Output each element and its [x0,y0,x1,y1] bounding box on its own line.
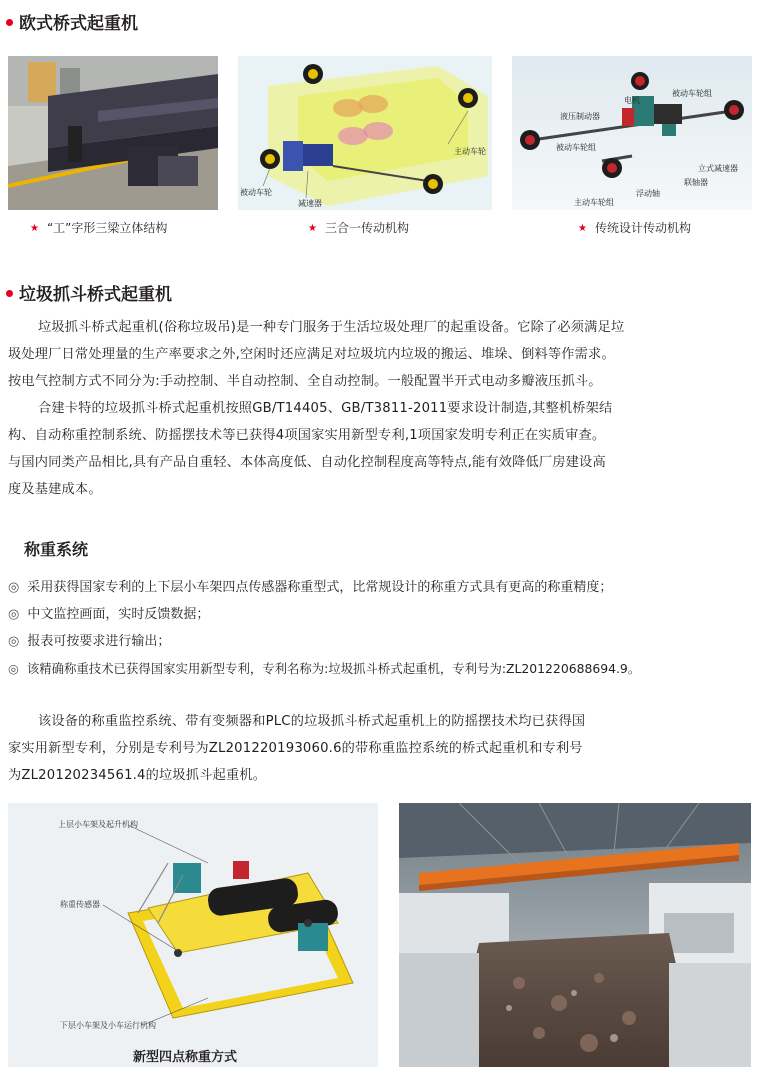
plant-interior-illustration [399,803,751,1067]
star-icon: ★ [30,223,39,234]
three-in-one-illustration [238,56,492,210]
paragraph-line: 构、自动称重控制系统、防摇摆技术等已获得4项国家实用新型专利,1项国家发明专利正在实质审查。 [8,428,606,443]
paragraph-line: 家实用新型专利，分别是专利号为ZL201220193060.6的带称重监控系统的桥式起重机和专利号 [8,741,583,756]
bullet-dot [6,290,13,297]
label-driven-wheel-group-top: 被动车轮组 [672,89,712,98]
subsection-title-weighing: 称重系统 [24,540,89,559]
label-floating-shaft: 浮动轴 [636,189,660,198]
star-icon: ★ [578,223,587,234]
label-drive-wheel-group: 主动车轮组 [574,198,614,207]
label-weighing-sensor: 称重传感器 [60,900,100,909]
paragraph-line: 圾处理厂日常处理量的生产率要求之外,空闲时还应满足对垃圾坑内垃圾的搬运、堆垛、倒料等作需求。 [8,347,615,362]
paragraph-line: 该设备的称重监控系统、带有变频器和PLC的垃圾抓斗桥式起重机上的防摇摆技术均已获得国 [38,714,586,729]
diagram-four-point-weighing [8,803,378,1067]
label-coupling: 联轴器 [684,178,708,187]
section-title-european-crane: 欧式桥式起重机 [6,9,138,34]
photo-traditional-drive [512,56,752,210]
paragraph-line: 为ZL20120234561.4的垃圾抓斗起重机。 [8,768,267,783]
paragraph-line: 与国内同类产品相比,具有产品自重轻、本体高度低、自动化控制程度高等特点,能有效降低厂房建设高 [8,455,606,470]
label-motor: 电机 [624,96,640,105]
weighing-bullet-list [8,574,640,682]
traditional-drive-illustration [512,56,752,210]
circle-bullet-icon: ◎ [8,580,20,595]
label-upper-trolley: 上层小车架及起升机构 [58,820,138,829]
label-driven-wheel: 被动车轮 [240,188,272,197]
caption-traditional-drive: ★ 传统设计传动机构 [578,221,691,235]
list-item: ◎ 报表可按要求进行输出； [8,634,171,649]
label-lower-trolley: 下层小车架及小车运行机构 [60,1021,156,1030]
paragraph-line: 垃圾抓斗桥式起重机(俗称垃圾吊)是一种专门服务于生活垃圾处理厂的起重设备。它除了必须满足垃 [38,320,625,335]
paragraph-line: 度及基建成本。 [8,482,102,497]
photo-i-beam-structure [8,56,218,210]
i-beam-illustration [8,56,218,210]
label-drive-wheel: 主动车轮 [454,147,486,156]
section-title-grab-crane: 垃圾抓斗桥式起重机 [6,280,172,305]
label-hydraulic-brake: 液压制动器 [560,112,600,121]
paragraph-line: 按电气控制方式不同分为:手动控制、半自动控制、全自动控制。一般配置半开式电动多瓣液压抓斗。 [8,374,602,389]
label-vertical-reducer: 立式减速器 [698,164,738,173]
circle-bullet-icon: ◎ [8,634,20,649]
circle-bullet-icon: ◎ [8,607,20,622]
diagram-caption: 新型四点称重方式 [133,1050,238,1065]
list-item: ◎ 中文监控画面，实时反馈数据； [8,607,210,622]
paragraph-patents [8,708,752,789]
paragraph-line: 合建卡特的垃圾抓斗桥式起重机按照GB/T14405、GB/T3811-2011要求设计制造,其整机桥架结 [38,401,613,416]
circle-bullet-icon: ◎ [8,661,19,676]
photo-plant-interior [399,803,751,1067]
bullet-dot [6,19,13,26]
photo-three-in-one-drive [238,56,492,210]
caption-i-beam: ★ “工”字形三梁立体结构 [30,221,168,235]
label-reducer: 减速器 [298,199,322,208]
star-icon: ★ [308,223,317,234]
paragraph-standards [8,395,752,503]
list-item: ◎ 该精确称重技术已获得国家实用新型专利，专利名称为:垃圾抓斗桥式起重机，专利号为:ZL201220688694.9。 [8,661,641,676]
caption-three-in-one: ★ 三合一传动机构 [308,221,409,235]
paragraph-intro [8,314,752,395]
list-item: ◎ 采用获得国家专利的上下层小车架四点传感器称重型式，比常规设计的称重方式具有更高的称重精度； [8,580,613,595]
label-driven-wheel-group-left: 被动车轮组 [556,143,596,152]
